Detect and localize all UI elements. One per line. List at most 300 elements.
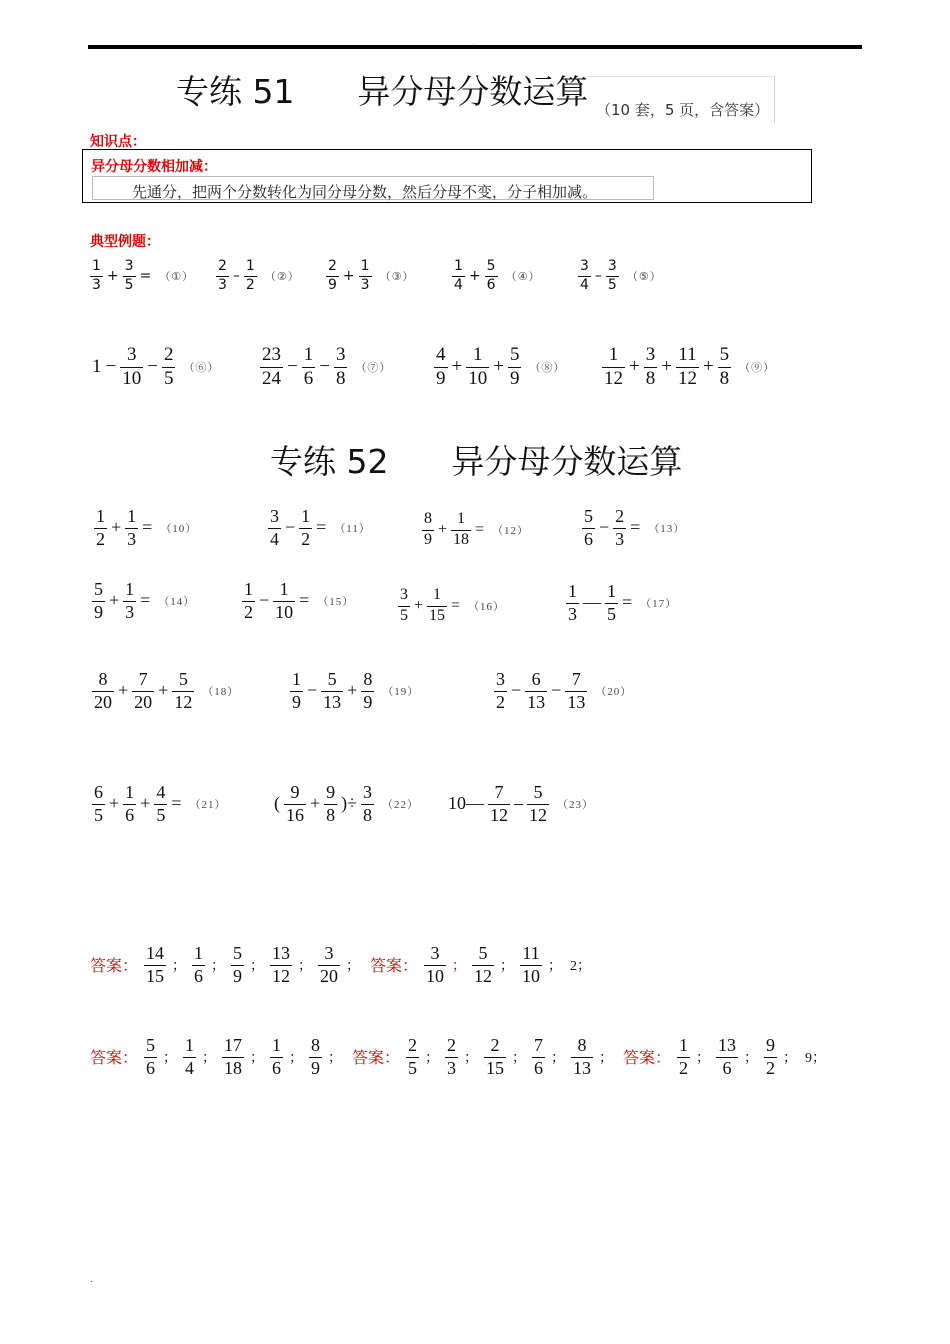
separator: ； [551, 1050, 566, 1066]
problem-number: （①） [159, 269, 195, 283]
denominator: 18 [224, 1057, 243, 1078]
operator: = [475, 520, 485, 538]
numerator: 7 [571, 669, 581, 689]
operator: = [630, 517, 641, 538]
denominator: 6 [486, 276, 496, 293]
denominator: 10 [522, 965, 541, 986]
footer-dot: . [90, 1274, 93, 1285]
problem-number: （19） [382, 685, 420, 698]
problem-number: （23） [557, 798, 594, 811]
operator: — [583, 592, 601, 613]
denominator: 13 [323, 691, 342, 712]
denominator: 2 [766, 1057, 776, 1078]
problem-number: （11） [334, 522, 371, 535]
numerator: 1 [454, 258, 463, 274]
problem [580, 507, 685, 549]
operator: − [511, 680, 522, 701]
numerator: 1 [433, 586, 442, 603]
denominator: 16 [286, 804, 304, 825]
numerator: 5 [719, 344, 730, 365]
answer-line [90, 944, 595, 986]
numerator: 9 [326, 782, 336, 802]
denominator: 6 [272, 1057, 282, 1078]
denominator: 6 [194, 965, 204, 986]
separator: ； [744, 1050, 759, 1066]
fraction [290, 670, 303, 712]
numerator: 1 [96, 506, 105, 526]
operator: + [342, 267, 355, 284]
denominator: 13 [527, 691, 546, 712]
problem-number: （⑦） [355, 361, 392, 374]
examples-label: 典型例题： [90, 234, 160, 250]
problem-number: （③） [379, 269, 415, 283]
operator: + [661, 355, 672, 377]
numerator: 3 [335, 344, 346, 365]
page-title-52: 专练 52 异分母分数运算 [270, 442, 683, 481]
operator: + [414, 596, 424, 614]
problem-number: （⑧） [529, 361, 566, 374]
top-rule [88, 45, 862, 49]
numerator: 11 [522, 943, 540, 963]
numerator: 8 [424, 510, 432, 527]
fraction [716, 1036, 738, 1078]
fraction [284, 783, 306, 825]
problem-number: （21） [189, 798, 227, 811]
numerator: 1 [194, 943, 204, 963]
fraction [318, 944, 340, 986]
knowledge-label: 知识点： [90, 134, 146, 150]
knowledge-heading: 异分母分数相加减： [91, 159, 217, 175]
numerator: 5 [178, 669, 188, 689]
separator: ； [250, 1050, 265, 1066]
problem [258, 345, 391, 389]
separator: ； [425, 1050, 440, 1066]
denominator: 6 [125, 804, 135, 825]
problem-number: （⑨） [739, 361, 776, 374]
fraction [120, 345, 143, 389]
problem [432, 345, 565, 389]
operator: = [171, 793, 182, 814]
problem-number: （13） [648, 522, 686, 535]
fraction [452, 259, 465, 292]
problem [90, 670, 239, 712]
problem [396, 587, 505, 625]
numerator: 1 [608, 344, 619, 365]
fraction [144, 1036, 157, 1078]
fraction [321, 670, 343, 712]
denominator: 2 [96, 528, 105, 549]
denominator: 5 [156, 804, 166, 825]
operator: + [347, 680, 358, 701]
denominator: 9 [292, 691, 301, 712]
problem-number: （22） [382, 798, 420, 811]
denominator: 12 [529, 804, 547, 825]
denominator: 4 [270, 528, 279, 549]
numerator: 8 [577, 1035, 587, 1055]
fraction [764, 1036, 777, 1078]
numerator: 1 [607, 581, 616, 601]
fraction [92, 580, 105, 622]
problem [492, 670, 632, 712]
operator: + [702, 355, 714, 377]
operator: + [109, 590, 120, 611]
operator: – [514, 793, 523, 814]
fraction [606, 259, 619, 292]
operator: − [307, 680, 318, 701]
fraction [132, 670, 154, 712]
operator: − [259, 590, 270, 611]
numerator: 2 [328, 258, 337, 274]
separator: ； [172, 958, 187, 974]
numerator: 1 [245, 258, 255, 274]
operator: − [147, 355, 158, 377]
numerator: 7 [138, 669, 148, 689]
problem [266, 507, 371, 549]
denominator: 2 [496, 691, 505, 712]
separator: ； [328, 1050, 343, 1066]
denominator: 8 [645, 367, 656, 389]
denominator: 2 [301, 528, 311, 549]
problem [288, 670, 419, 712]
operator: = [140, 590, 151, 611]
numerator: 2 [490, 1035, 500, 1055]
fraction [527, 783, 549, 825]
answer-value: 9； [805, 1050, 827, 1066]
problem [92, 507, 197, 549]
fraction [488, 783, 510, 825]
fraction [424, 944, 446, 986]
denominator: 2 [679, 1057, 689, 1078]
numerator: 11 [678, 344, 697, 365]
numerator: 3 [126, 344, 137, 365]
denominator: 5 [124, 276, 134, 293]
operator: + [629, 355, 640, 377]
numerator: 1 [272, 1035, 282, 1055]
numerator: 13 [718, 1035, 737, 1055]
denominator: 8 [326, 804, 336, 825]
numerator: 3 [645, 344, 656, 365]
fraction [613, 507, 626, 549]
fraction [578, 259, 591, 292]
denominator: 10 [468, 367, 488, 389]
fraction [273, 580, 295, 622]
operator: + [310, 793, 321, 814]
fraction [361, 783, 374, 825]
denominator: 6 [584, 528, 593, 549]
separator: ； [298, 958, 313, 974]
problem-number: （16） [468, 600, 506, 613]
operator: + [106, 267, 119, 284]
numerator: 1 [125, 579, 135, 599]
numerator: 1 [92, 258, 101, 274]
problem [272, 783, 419, 825]
operator: − [319, 355, 330, 377]
problem [450, 259, 540, 292]
numerator: 5 [327, 669, 337, 689]
denominator: 5 [94, 804, 103, 825]
problem-number: （②） [264, 269, 300, 283]
fraction [466, 345, 489, 389]
operator: + [111, 517, 122, 538]
numerator: 3 [580, 258, 589, 274]
fraction [92, 670, 114, 712]
fraction [677, 1036, 690, 1078]
separator: ； [211, 958, 226, 974]
numerator: 23 [262, 344, 281, 365]
numerator: 1 [679, 1035, 689, 1055]
fraction [299, 507, 312, 549]
separator: ； [452, 958, 467, 974]
operator: + [118, 680, 129, 701]
fraction [216, 259, 229, 292]
denominator: 10 [426, 965, 445, 986]
numerator: 3 [607, 258, 617, 274]
numerator: 5 [533, 782, 543, 802]
numerator: 5 [509, 344, 520, 365]
numerator: 6 [531, 669, 541, 689]
operator: − [105, 355, 117, 377]
fraction [309, 1036, 322, 1078]
denominator: 9 [233, 965, 243, 986]
numerator: 3 [400, 586, 408, 603]
denominator: 6 [722, 1057, 732, 1078]
denominator: 6 [146, 1057, 156, 1078]
denominator: 20 [94, 691, 112, 712]
problem [420, 511, 529, 549]
denominator: 9 [328, 276, 337, 293]
numerator: 17 [224, 1035, 243, 1055]
denominator: 10 [275, 601, 294, 622]
denominator: 12 [474, 965, 493, 986]
fraction [644, 345, 658, 389]
numerator: 6 [94, 782, 103, 802]
operator: = [451, 596, 461, 614]
problem [576, 259, 662, 292]
operator: + [438, 520, 448, 538]
fraction [324, 783, 337, 825]
separator: ； [599, 1050, 614, 1066]
answer-label: 答案： [90, 1048, 139, 1068]
numerator: 3 [496, 669, 505, 689]
fraction [92, 783, 105, 825]
fraction [334, 345, 348, 389]
fraction [565, 670, 587, 712]
operator: − [599, 517, 610, 538]
denominator: 4 [185, 1057, 195, 1078]
fraction [605, 582, 618, 624]
operator: + [493, 355, 504, 377]
denominator: 20 [320, 965, 339, 986]
fraction [406, 1036, 419, 1078]
problem [240, 580, 354, 622]
operator: – [232, 267, 240, 284]
numerator: 1 [568, 581, 577, 601]
denominator: 12 [604, 367, 623, 389]
operator: 10— [448, 793, 484, 814]
operator: 1 [92, 355, 102, 377]
page-title-51: 专练 51 异分母分数运算 [176, 72, 589, 111]
numerator: 8 [311, 1035, 321, 1055]
denominator: 3 [92, 276, 101, 293]
fraction [125, 507, 138, 549]
denominator: 6 [303, 367, 314, 389]
denominator: 2 [244, 601, 253, 622]
denominator: 9 [509, 367, 520, 389]
title-note: （10 套，5 页，含答案） [596, 101, 770, 119]
operator: = [142, 517, 153, 538]
numerator: 5 [233, 943, 243, 963]
operator: = [299, 590, 310, 611]
fraction [154, 783, 167, 825]
separator: ； [512, 1050, 527, 1066]
operator: + [468, 267, 481, 284]
operator: – [594, 267, 602, 284]
denominator: 18 [453, 530, 470, 548]
denominator: 3 [447, 1057, 457, 1078]
numerator: 7 [494, 782, 504, 802]
numerator: 1 [125, 782, 135, 802]
numerator: 5 [94, 579, 103, 599]
numerator: 5 [486, 258, 496, 274]
denominator: 3 [218, 276, 227, 293]
fraction [192, 944, 205, 986]
fraction [231, 944, 244, 986]
problem [88, 259, 194, 292]
problem [90, 783, 226, 825]
separator: ； [696, 1050, 711, 1066]
numerator: 1 [127, 506, 137, 526]
denominator: 3 [125, 601, 135, 622]
problem [214, 259, 300, 292]
fraction [451, 511, 471, 549]
denominator: 9 [311, 1057, 321, 1078]
fraction [566, 582, 579, 624]
header-dot: . [472, 38, 475, 49]
numerator: 5 [146, 1035, 156, 1055]
separator: ； [346, 958, 361, 974]
numerator: 8 [98, 669, 108, 689]
fraction [427, 587, 447, 625]
operator: + [140, 793, 151, 814]
answer-value: 2； [570, 958, 592, 974]
fraction [123, 259, 136, 292]
numerator: 3 [124, 258, 134, 274]
numerator: 14 [146, 943, 165, 963]
denominator: 9 [436, 367, 446, 389]
numerator: 1 [301, 506, 311, 526]
denominator: 5 [400, 606, 408, 624]
numerator: 4 [436, 344, 446, 365]
problem [90, 345, 219, 389]
problem-number: （14） [158, 595, 196, 608]
denominator: 20 [134, 691, 153, 712]
fraction [359, 259, 372, 292]
fraction [494, 670, 507, 712]
operator: − [285, 517, 296, 538]
fraction [434, 345, 448, 389]
fraction [602, 345, 625, 389]
denominator: 5 [607, 276, 617, 293]
title-note-box [588, 76, 775, 123]
fraction [242, 580, 255, 622]
denominator: 13 [567, 691, 586, 712]
numerator: 3 [363, 782, 373, 802]
fraction [525, 670, 547, 712]
numerator: 3 [430, 943, 440, 963]
operator: )÷ [341, 793, 358, 814]
denominator: 13 [573, 1057, 592, 1078]
problem [90, 580, 195, 622]
fraction [183, 1036, 196, 1078]
numerator: 1 [303, 344, 314, 365]
fraction [571, 1036, 593, 1078]
answer-label: 答案： [623, 1048, 672, 1068]
denominator: 8 [335, 367, 346, 389]
denominator: 12 [174, 691, 193, 712]
separator: ； [464, 1050, 479, 1066]
fraction [520, 944, 542, 986]
numerator: 5 [478, 943, 488, 963]
numerator: 8 [363, 669, 373, 689]
fraction [172, 670, 194, 712]
denominator: 9 [94, 601, 103, 622]
denominator: 5 [607, 603, 616, 624]
denominator: 9 [424, 530, 432, 548]
problem [564, 582, 677, 624]
numerator: 3 [270, 506, 279, 526]
numerator: 4 [156, 782, 166, 802]
separator: ； [289, 1050, 304, 1066]
problem-number: （12） [492, 524, 530, 537]
denominator: 24 [262, 367, 281, 389]
problem-number: （10） [160, 522, 198, 535]
problem-number: （④） [505, 269, 541, 283]
denominator: 15 [429, 606, 446, 624]
fraction [485, 259, 498, 292]
problem [600, 345, 775, 389]
fraction [260, 345, 283, 389]
numerator: 2 [218, 258, 227, 274]
denominator: 12 [677, 367, 697, 389]
numerator: 9 [766, 1035, 776, 1055]
numerator: 7 [534, 1035, 544, 1055]
separator: ； [548, 958, 563, 974]
numerator: 1 [244, 579, 253, 599]
fraction [123, 783, 136, 825]
denominator: 12 [490, 804, 508, 825]
denominator: 3 [127, 528, 137, 549]
fraction [718, 345, 732, 389]
operator: + [109, 793, 120, 814]
fraction [94, 507, 107, 549]
denominator: 3 [615, 528, 625, 549]
problem-number: （18） [202, 685, 240, 698]
numerator: 1 [279, 579, 289, 599]
denominator: 2 [245, 276, 255, 293]
fraction [270, 1036, 283, 1078]
fraction [302, 345, 316, 389]
denominator: 4 [454, 276, 463, 293]
denominator: 15 [486, 1057, 505, 1078]
answer-label: 答案： [90, 956, 139, 976]
problem-number: （15） [317, 595, 355, 608]
fraction [484, 1036, 506, 1078]
denominator: 12 [272, 965, 291, 986]
problem-number: （⑤） [626, 269, 662, 283]
operator: ( [274, 793, 280, 814]
denominator: 5 [163, 367, 174, 389]
separator: ； [250, 958, 265, 974]
